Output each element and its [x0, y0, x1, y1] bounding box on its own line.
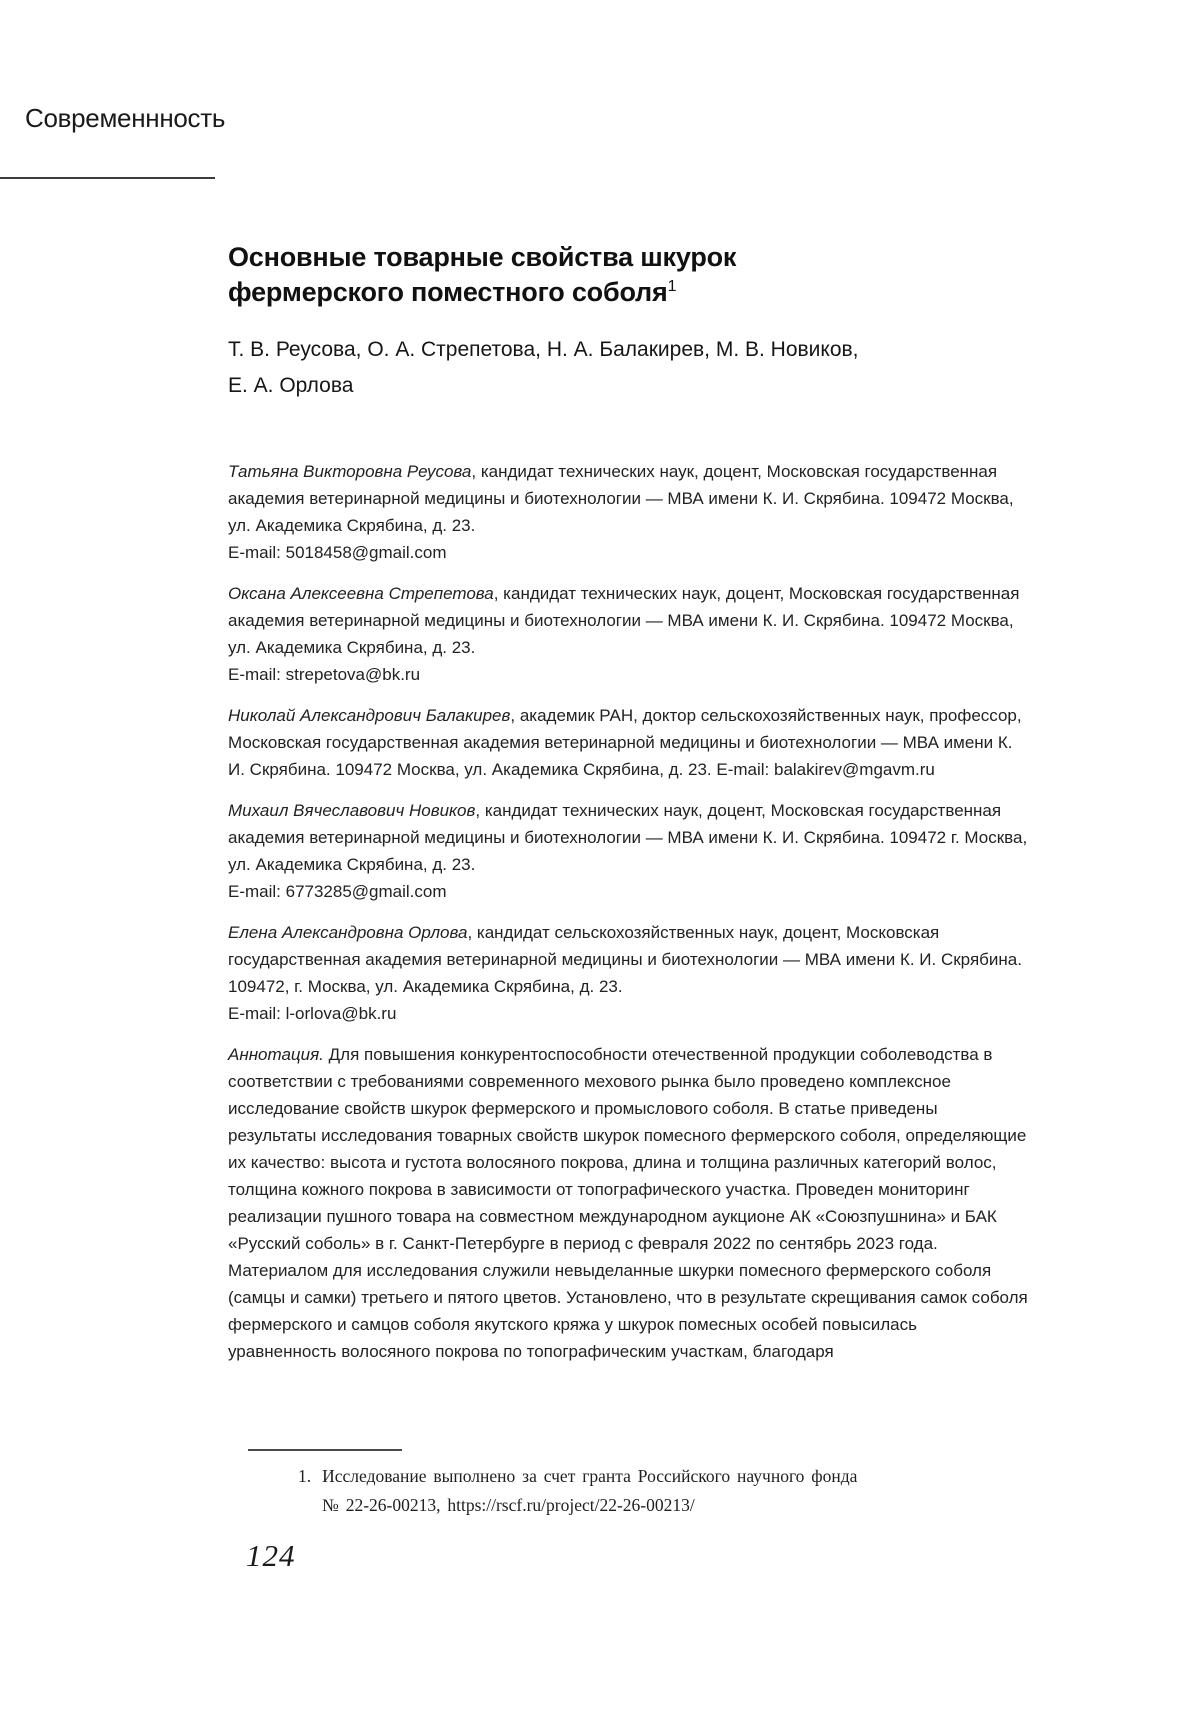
- author-bio: [228, 458, 1030, 566]
- author-name: Николай Александрович Балакирев: [228, 706, 511, 725]
- section-label: Современнность: [25, 103, 226, 133]
- author-name: Михаил Вячеславович Новиков: [228, 801, 476, 820]
- author-email: E-mail: 5018458@gmail.com: [228, 543, 447, 562]
- page-title: [228, 240, 1030, 310]
- author-bio: [228, 797, 1030, 905]
- author-details: , кандидат технических наук, доцент, Московская государственная академия ветеринарной медицины и биотехнологии — МВА имени К. И. Скрябина. 109472 Москва, ул. Академика Скрябина, д. 23.: [228, 584, 1020, 657]
- author-email: E-mail: l-orlova@bk.ru: [228, 1004, 397, 1023]
- footnote-text: Исследование выполнено за счет гранта Российского научного фонда № 22-26-00213, https://rscf.ru/project/22-26-00213/: [322, 1466, 858, 1515]
- author-name: Елена Александровна Орлова: [228, 923, 468, 942]
- page-number: 124: [246, 1538, 296, 1573]
- abstract-text: Для повышения конкурентоспособности отечественной продукции соболеводства в соответствии с требованиями современного мехового рынка было проведено комплексное исследование свойств шкурок фермерского и промыслового соболя. В статье приведены результаты исследования товарных свойств шкурок помесного фермерского соболя, определяющие их качество: высота и густота волосяного покрова, длина и толщина различных категорий волос, толщина кожного покрова в зависимости от топографического участка. Проведен мониторинг реализации пушного товара на совместном международном аукционе АК «Союзпушнина» и БАК «Русский соболь» в г. Санкт-Петербурге в период с февраля 2022 по сентябрь 2023 года. Материалом для исследования служили невыделанные шкурки помесного фермерского соболя (самцы и самки) третьего и пятого цветов. Установлено, что в результате скрещивания самок соболя фермерского и самцов соболя якутского кряжа у шкурок помесных особей повысилась уравненность волосяного покрова по топографическим участкам, благодаря: [228, 1045, 1028, 1361]
- author-bio: [228, 580, 1030, 688]
- author-name: Оксана Алексеевна Стрепетова: [228, 584, 494, 603]
- author-email: E-mail: strepetova@bk.ru: [228, 665, 421, 684]
- title-footnote-mark: 1: [667, 278, 677, 295]
- page-title-text: Основные товарные свойства шкурок фермерского поместного соболя: [228, 242, 737, 307]
- footnote-marker: 1.: [298, 1466, 312, 1486]
- section-rule-divider: [0, 177, 215, 179]
- author-details: , академик РАН, доктор сельскохозяйственных наук, профессор, Московская государственная академия ветеринарной медицины и биотехнологии — МВА имени К. И. Скрябина. 109472 Москва, ул. Академика Скрябина, д. 23. E-mail: balakirev@mgavm.ru: [228, 706, 1022, 779]
- abstract: [228, 1041, 1030, 1365]
- article-main: [228, 240, 1030, 1379]
- authors-line: Т. В. Реусова, О. А. Стрепетова, Н. А. Балакирев, М. В. Новиков, Е. А. Орлова: [228, 338, 859, 397]
- abstract-label: Аннотация.: [228, 1045, 324, 1064]
- author-bio: [228, 919, 1030, 1027]
- author-details: , кандидат технических наук, доцент, Московская государственная академия ветеринарной медицины и биотехнологии — МВА имени К. И. Скрябина. 109472 г. Москва, ул. Академика Скрябина, д. 23.: [228, 801, 1028, 874]
- author-email: E-mail: 6773285@gmail.com: [228, 882, 447, 901]
- footnote-rule-divider: [248, 1449, 402, 1451]
- author-details: , кандидат технических наук, доцент, Московская государственная академия ветеринарной медицины и биотехнологии — МВА имени К. И. Скрябина. 109472 Москва, ул. Академика Скрябина, д. 23.: [228, 462, 1014, 535]
- author-bio: [228, 702, 1030, 783]
- footnote: [298, 1462, 998, 1520]
- author-details: , кандидат сельскохозяйственных наук, доцент, Московская государственная академия ветеринарной медицины и биотехнологии — МВА имени К. И. Скрябина. 109472, г. Москва, ул. Академика Скрябина, д. 23.: [228, 923, 1022, 996]
- author-name: Татьяна Викторовна Реусова: [228, 462, 472, 481]
